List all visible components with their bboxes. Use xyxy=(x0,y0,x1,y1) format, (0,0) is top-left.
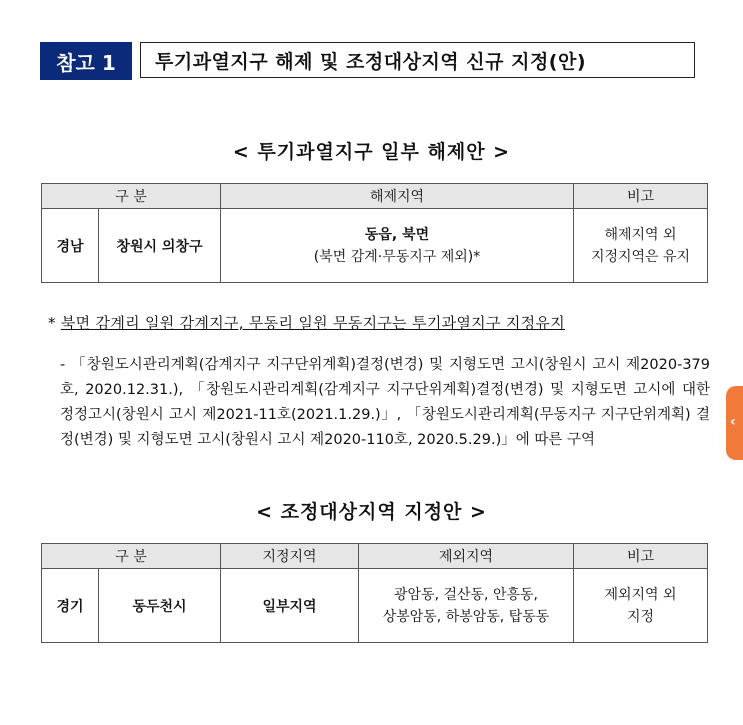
cell-designated-area: 일부지역 xyxy=(221,569,359,643)
chevron-left-icon: ‹ xyxy=(730,414,736,430)
release-area-main: 동읍, 북면 xyxy=(364,226,430,243)
release-area-sub: (북면 감계·무동지구 제외)* xyxy=(313,248,481,265)
footnote-marker: * xyxy=(48,314,56,332)
note-line-2: 지정지역은 유지 xyxy=(590,248,691,265)
footnote-text: 북면 감계리 일원 감계지구, 무동리 일원 무동지구는 투기과열지구 지정유지 xyxy=(60,314,565,332)
header-release-area: 해제지역 xyxy=(221,184,574,209)
header-designated-area: 지정지역 xyxy=(221,544,359,569)
cell-note xyxy=(574,209,708,283)
header-division: 구 분 xyxy=(42,184,221,209)
cell-note xyxy=(574,569,708,643)
cell-province: 경남 xyxy=(42,209,99,283)
header-note: 비고 xyxy=(574,544,708,569)
note-line-1: 해제지역 외 xyxy=(604,226,677,243)
side-scroll-tab[interactable] xyxy=(726,386,743,460)
footnote-detail: - 「창원도시관리계획(감계지구 지구단위계획)결정(변경) 및 지형도면 고시(창원시 고시 제2020-379호, 2020.12.31.), 「창원도시관리계획(감계지구 지구단위계획)결정(변경) 및 지형도면 고시에 대한 정정고시(창원시 고시 제2021-11호(2021.1.29.)」, 「창원도시관리계획(무동지구 지구단위계획) 결정(변경) 및 지형도면 고시(창원시 고시 제2020-110호, 2020.5.29.)」에 따른 구역 xyxy=(60,357,710,448)
cell-excluded-area xyxy=(359,569,574,643)
section2-title: < 조정대상지역 지정안 > xyxy=(256,501,487,523)
cell-province: 경기 xyxy=(42,569,99,643)
cell-city: 동두천시 xyxy=(99,569,221,643)
reference-badge: 참고 1 xyxy=(40,42,132,80)
header-note: 비고 xyxy=(574,184,708,209)
note-line-2: 지정 xyxy=(626,608,655,625)
release-table xyxy=(41,183,708,283)
adjustment-table xyxy=(41,543,708,643)
section1-title: < 투기과열지구 일부 해제안 > xyxy=(232,141,511,163)
excluded-line-2: 상봉암동, 하봉암동, 탑동동 xyxy=(382,608,550,625)
header-excluded-area: 제외지역 xyxy=(359,544,574,569)
document-title: 투기과열지구 해제 및 조정대상지역 신규 지정(안) xyxy=(140,42,695,78)
header-division: 구 분 xyxy=(42,544,221,569)
cell-city: 창원시 의창구 xyxy=(99,209,221,283)
footnote-star xyxy=(48,312,565,333)
excluded-line-1: 광암동, 걸산동, 안흥동, xyxy=(394,586,538,603)
cell-release-area xyxy=(221,209,574,283)
note-line-1: 제외지역 외 xyxy=(604,586,677,603)
document-header xyxy=(40,42,695,82)
